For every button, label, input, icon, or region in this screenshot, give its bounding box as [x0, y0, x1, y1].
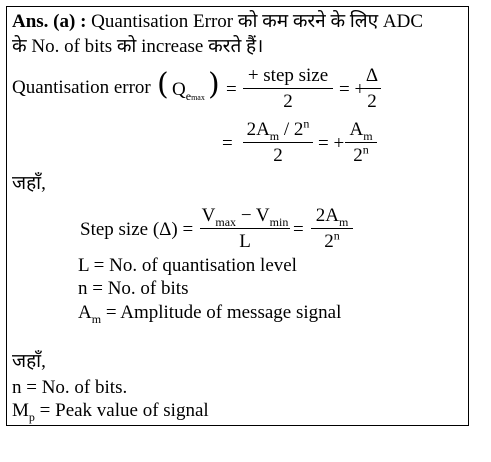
eq2-frac2: $A_m$ 2$^n$	[345, 120, 377, 165]
eq3-frac1: $V_{max} - V_{min}$ L	[201, 205, 289, 252]
eq1-lhs: Quantisation error	[12, 77, 151, 98]
def-n-2: n = No. of bits.	[12, 377, 128, 398]
eq2-frac1: $2A_m / 2^n$ 2	[243, 120, 313, 165]
eq3-lhs: Step size (Δ) =	[80, 219, 194, 240]
eq1-frac2: Δ 2	[363, 66, 381, 111]
def-am: $A_m$ = Amplitude of message signal	[78, 302, 342, 326]
eq3-frac2: $2A_m$ 2$^n$	[311, 206, 353, 251]
eq2-equals: =	[222, 133, 233, 154]
eq1-equals2: = +	[339, 79, 366, 100]
eq2-equals2: = +	[318, 133, 345, 154]
jahan-label-2: जहाँ,	[12, 351, 46, 372]
eq1-q-symbol: $Q_{emax}$	[172, 79, 205, 103]
answer-line-2: के No. of bits को increase करते हैं।	[12, 36, 264, 57]
eq1-close-paren: )	[208, 67, 220, 102]
def-n: n = No. of bits	[78, 278, 189, 299]
answer-label: Ans. (a) :	[12, 11, 87, 32]
def-l: L = No. of quantisation level	[78, 255, 297, 276]
answer-line-1	[12, 12, 423, 31]
eq1-open-paren: (	[157, 67, 169, 102]
eq1-frac1: + step size 2	[243, 66, 333, 111]
jahan-label-1: जहाँ,	[12, 173, 46, 194]
def-mp: $M_p$ = Peak value of signal	[12, 400, 209, 424]
eq3-equals: =	[293, 219, 304, 240]
eq1-equals: =	[226, 79, 237, 100]
answer-text-1: Quantisation Error को कम करने के लिए ADC	[91, 11, 423, 32]
